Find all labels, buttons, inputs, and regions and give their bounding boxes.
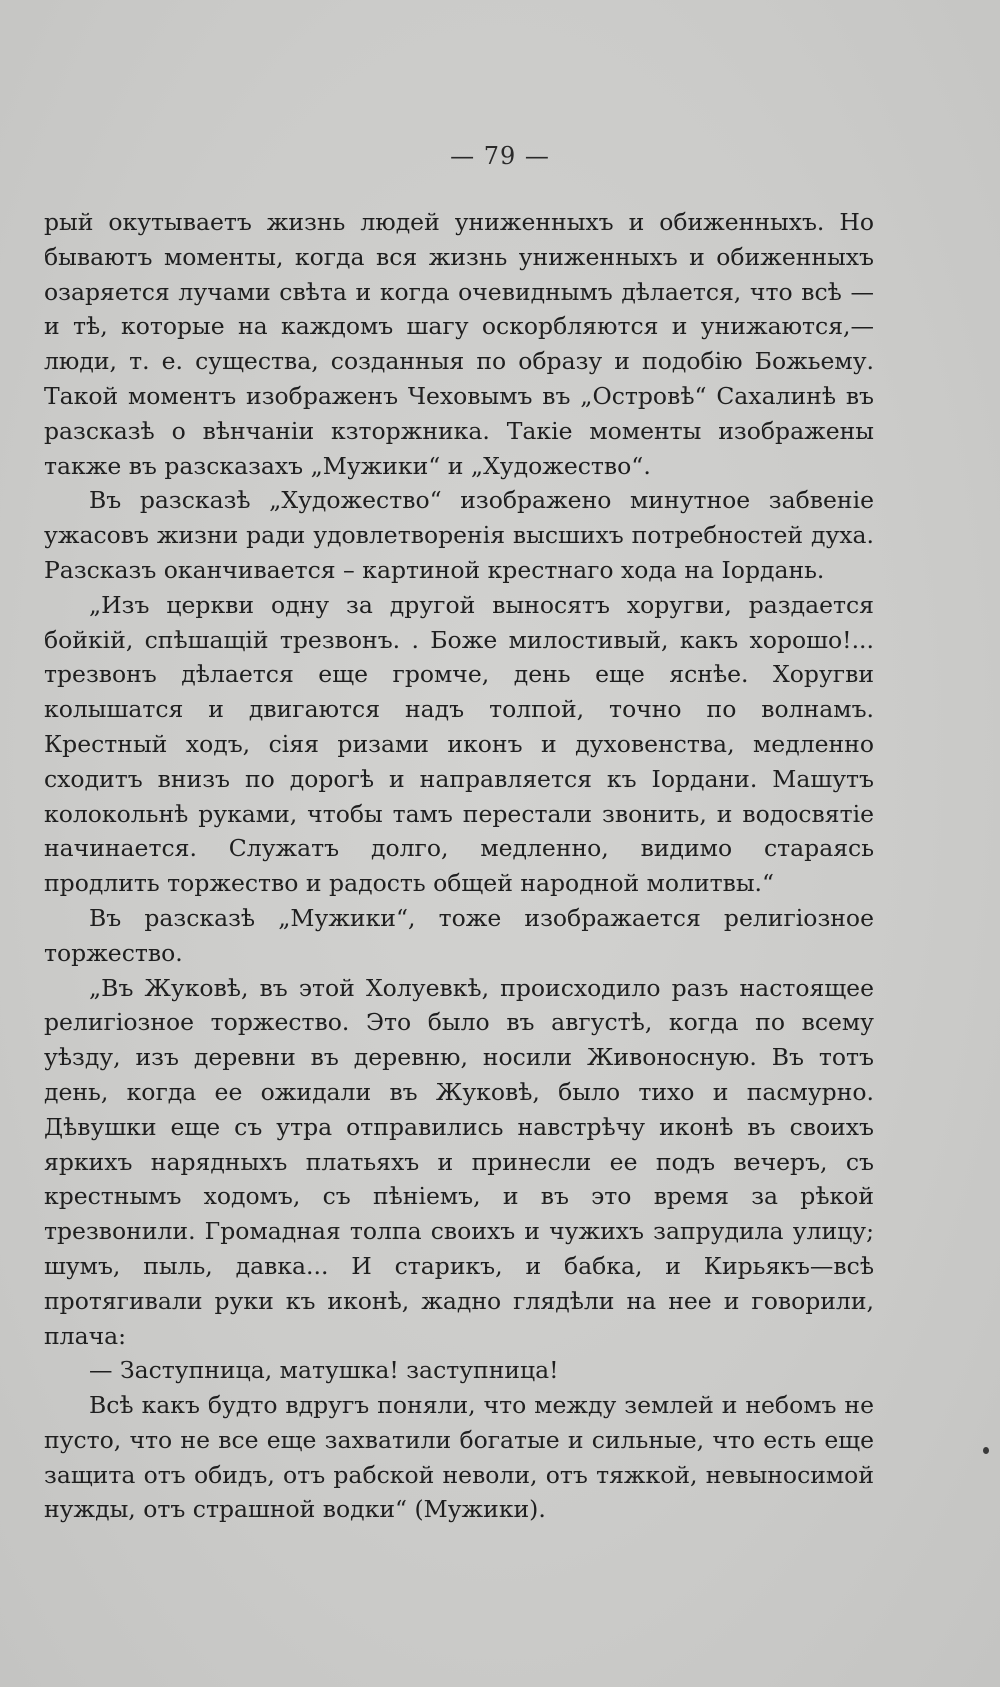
paragraph-5-quote: „Въ Жуковѣ, въ этой Холуевкѣ, происходило разъ настоящее религіозное торжество. Это было въ августѣ, когда по всему уѣзду, изъ деревни въ деревню, носили Живоносную. Въ тотъ день, когда ее ожидали въ Жуковѣ, было тихо и пасмурно. Дѣвушки еще съ утра отправились навстрѣчу иконѣ въ своихъ яркихъ нарядныхъ платьяхъ и принесли ее подъ вечеръ, съ крестнымъ ходомъ, съ пѣніемъ, и въ это время за рѣкой трезвонили. Громадная толпа своихъ и чужихъ запрудила улицу; шумъ, пыль, давка... И старикъ, и бабка, и Кирьякъ—всѣ протягивали руки къ иконѣ, жадно глядѣли на нее и говорили, плача: [44, 973, 874, 1350]
paragraph-6-dialogue: — Заступница, матушка! заступница! [89, 1356, 559, 1385]
paragraph-4: Въ разсказѣ „Мужики“, тоже изображается религіозное торжество. [44, 903, 874, 967]
paragraph-1: рый окутываетъ жизнь людей униженныхъ и обиженныхъ. Но бываютъ моменты, когда вся жизнь униженныхъ и обиженныхъ озаряется лучами свѣта и когда очевиднымъ дѣлается, что всѣ —и тѣ, которые на каждомъ шагу оскорбляются и унижаются,— люди, т. е. существа, созданныя по образу и подобію Божьему. Такой моментъ изображенъ Чеховымъ въ „Островѣ“ Сахалинѣ въ разсказѣ о вѣнчаніи кзторжника. Такіе моменты изображены также въ разсказахъ „Мужики“ и „Художество“. [44, 208, 874, 480]
body-text [44, 205, 874, 1527]
paragraph-7: Всѣ какъ будто вдругъ поняли, что между землей и небомъ не пусто, что не все еще захватили богатые и сильные, что есть еще защита отъ обидъ, отъ рабской неволи, отъ тяжкой, невыносимой нужды, отъ страшной водки“ (Мужики). [44, 1391, 874, 1524]
paragraph-2: Въ разсказѣ „Художество“ изображено минутное забвеніе ужасовъ жизни ради удовлетворенія высшихъ потребностей духа. Разсказъ оканчивается – картиной крестнаго хода на Іордань. [44, 486, 874, 584]
paper-speck [983, 1447, 989, 1454]
page-number: — 79 — [450, 142, 550, 170]
paragraph-3-quote: „Изъ церкви одну за другой выносятъ хоругви, раздается бойкій, спѣшащій трезвонъ. . Боже милостивый, какъ хорошо!... трезвонъ дѣлается еще громче, день еще яснѣе. Хоругви колышатся и двигаются надъ толпой, точно по волнамъ. Крестный ходъ, сіяя ризами иконъ и духовенства, медленно сходитъ внизъ по дорогѣ и направляется къ Іордани. Машутъ колокольнѣ руками, чтобы тамъ перестали звонить, и водосвятіе начинается. Служатъ долго, медленно, видимо стараясь продлить торжество и радость общей народной молитвы.“ [44, 590, 874, 898]
